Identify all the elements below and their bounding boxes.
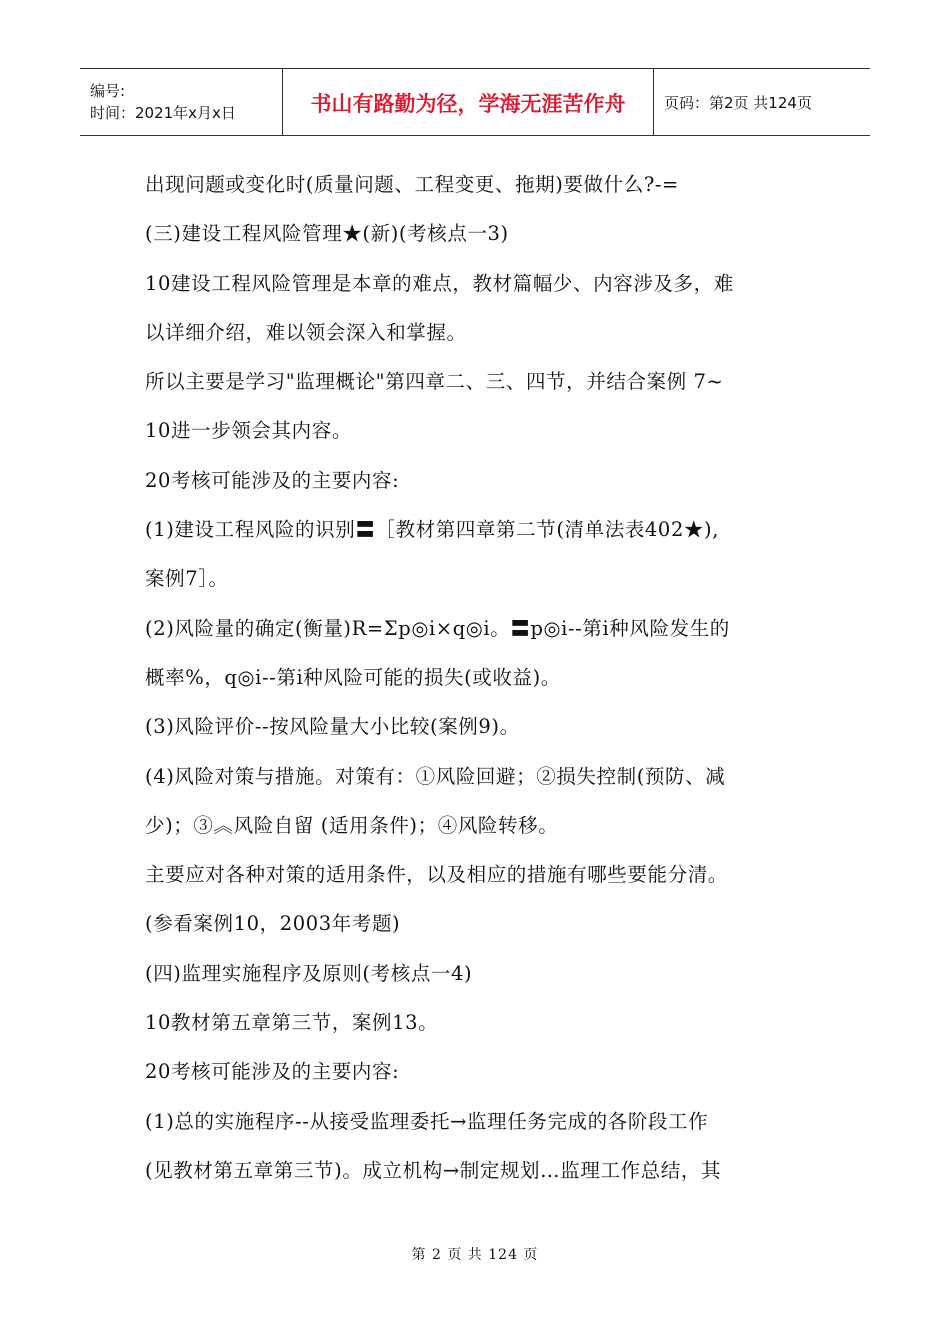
body-line: 概率%，q◎i--第i种风险可能的损失(或收益)。 <box>145 665 561 689</box>
number-label: 编号: <box>90 82 126 100</box>
body-line: (四)监理实施程序及原则(考核点一4) <box>145 961 473 985</box>
body-line: 案例7］。 <box>145 567 229 591</box>
header-motto: 书山有路勤为径，学海无涯苦作舟 <box>283 69 654 135</box>
body-line: (见教材第五章第三节)。成立机构→制定规划…监理工作总结，其 <box>145 1158 722 1182</box>
body-line: 10教材第五章第三节，案例13。 <box>145 1011 439 1035</box>
page-footer: 第 2 页 共 124 页 <box>411 1247 539 1263</box>
body-line: (3)风险评价--按风险量大小比较(案例9)。 <box>145 715 520 739</box>
document-body <box>145 160 810 1195</box>
body-line: (4)风险对策与措施。对策有：①风险回避；②损失控制(预防、减 <box>145 764 726 788</box>
body-line: 少)；③︽风险自留 (适用条件)；④风险转移。 <box>145 813 559 837</box>
header-page-info: 页码：第2页 共124页 <box>664 93 812 112</box>
body-line: 20考核可能涉及的主要内容: <box>145 468 400 492</box>
body-line: (2)风险量的确定(衡量)R=Σp◎i×q◎i。〓p◎i--第i种风险发生的 <box>145 616 730 640</box>
body-line: 所以主要是学习"监理概论"第四章二、三、四节，并结合案例 7~ <box>145 370 724 394</box>
body-line: (1)建设工程风险的识别〓［教材第四章第二节(清单法表402★), <box>145 518 720 542</box>
body-line: 10进一步领会其内容。 <box>145 419 352 443</box>
page-header <box>80 68 870 136</box>
body-line: 以详细介绍，难以领会深入和掌握。 <box>145 320 467 344</box>
header-meta <box>80 69 283 135</box>
body-line: (三)建设工程风险管理★(新)(考核点一3) <box>145 222 509 246</box>
date-label: 时间：2021年x月x日 <box>90 104 236 122</box>
body-line: 出现问题或变化时(质量问题、工程变更、拖期)要做什么?-= <box>145 173 679 196</box>
body-line: (1)总的实施程序--从接受监理委托→监理任务完成的各阶段工作 <box>145 1109 709 1133</box>
body-line: (参看案例10，2003年考题) <box>145 912 401 936</box>
body-line: 主要应对各种对策的适用条件，以及相应的措施有哪些要能分清。 <box>145 863 728 887</box>
body-line: 20考核可能涉及的主要内容: <box>145 1060 400 1084</box>
body-line: 10建设工程风险管理是本章的难点，教材篇幅少、内容涉及多，难 <box>145 271 734 295</box>
